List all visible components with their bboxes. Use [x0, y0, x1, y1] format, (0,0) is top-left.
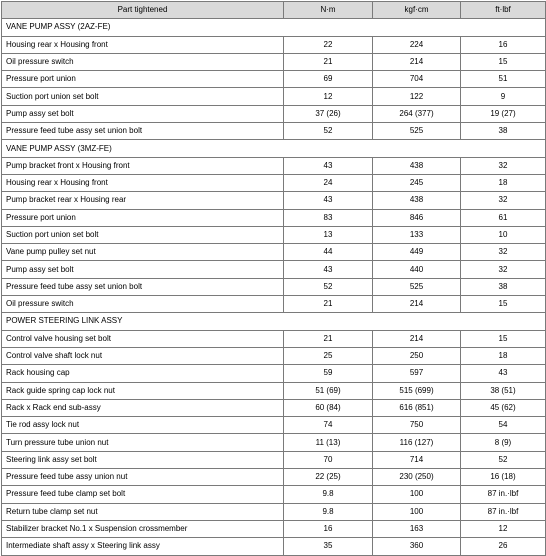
nm-cell: 9.8 — [284, 503, 373, 520]
kgfcm-cell: 449 — [373, 244, 461, 261]
kgfcm-cell: 230 (250) — [373, 469, 461, 486]
header-ftlbf: ft·lbf — [461, 2, 546, 19]
kgfcm-cell: 163 — [373, 520, 461, 537]
kgfcm-cell: 116 (127) — [373, 434, 461, 451]
table-row — [2, 347, 546, 364]
section-title: VANE PUMP ASSY (2AZ-FE) — [2, 19, 546, 36]
table-row — [2, 157, 546, 174]
section-title: VANE PUMP ASSY (3MZ-FE) — [2, 140, 546, 157]
nm-cell: 69 — [284, 71, 373, 88]
kgfcm-cell: 250 — [373, 347, 461, 364]
kgfcm-cell: 264 (377) — [373, 105, 461, 122]
table-row — [2, 503, 546, 520]
ftlbf-cell: 15 — [461, 296, 546, 313]
ftlbf-cell: 16 (18) — [461, 469, 546, 486]
part-name-cell: Pressure feed tube assy set union bolt — [2, 123, 284, 140]
ftlbf-cell: 45 (62) — [461, 399, 546, 416]
kgfcm-cell: 100 — [373, 486, 461, 503]
part-name-cell: Return tube clamp set nut — [2, 503, 284, 520]
nm-cell: 24 — [284, 174, 373, 191]
ftlbf-cell: 10 — [461, 226, 546, 243]
nm-cell: 83 — [284, 209, 373, 226]
part-name-cell: Intermediate shaft assy x Steering link assy — [2, 538, 284, 555]
kgfcm-cell: 224 — [373, 36, 461, 53]
kgfcm-cell: 100 — [373, 503, 461, 520]
table-row — [2, 209, 546, 226]
part-name-cell: Suction port union set bolt — [2, 226, 284, 243]
ftlbf-cell: 18 — [461, 347, 546, 364]
section-header-row — [2, 19, 546, 36]
nm-cell: 21 — [284, 53, 373, 70]
part-name-cell: Turn pressure tube union nut — [2, 434, 284, 451]
nm-cell: 21 — [284, 296, 373, 313]
part-name-cell: Vane pump pulley set nut — [2, 244, 284, 261]
table-row — [2, 226, 546, 243]
table-row — [2, 36, 546, 53]
nm-cell: 37 (26) — [284, 105, 373, 122]
table-row — [2, 399, 546, 416]
nm-cell: 12 — [284, 88, 373, 105]
nm-cell: 44 — [284, 244, 373, 261]
ftlbf-cell: 51 — [461, 71, 546, 88]
table-row — [2, 382, 546, 399]
nm-cell: 13 — [284, 226, 373, 243]
ftlbf-cell: 16 — [461, 36, 546, 53]
kgfcm-cell: 704 — [373, 71, 461, 88]
header-part: Part tightened — [2, 2, 284, 19]
part-name-cell: Housing rear x Housing front — [2, 174, 284, 191]
ftlbf-cell: 38 — [461, 278, 546, 295]
ftlbf-cell: 43 — [461, 365, 546, 382]
part-name-cell: Pump assy set bolt — [2, 105, 284, 122]
kgfcm-cell: 846 — [373, 209, 461, 226]
kgfcm-cell: 133 — [373, 226, 461, 243]
nm-cell: 11 (13) — [284, 434, 373, 451]
part-name-cell: Steering link assy set bolt — [2, 451, 284, 468]
part-name-cell: Pump assy set bolt — [2, 261, 284, 278]
nm-cell: 52 — [284, 278, 373, 295]
ftlbf-cell: 26 — [461, 538, 546, 555]
part-name-cell: Oil pressure switch — [2, 296, 284, 313]
table-body — [2, 19, 546, 555]
table-row — [2, 261, 546, 278]
part-name-cell: Housing rear x Housing front — [2, 36, 284, 53]
part-name-cell: Pressure feed tube assy set union bolt — [2, 278, 284, 295]
part-name-cell: Pressure port union — [2, 209, 284, 226]
table-row — [2, 244, 546, 261]
ftlbf-cell: 61 — [461, 209, 546, 226]
part-name-cell: Stabilizer bracket No.1 x Suspension crossmember — [2, 520, 284, 537]
table-row — [2, 278, 546, 295]
table-row — [2, 192, 546, 209]
ftlbf-cell: 32 — [461, 192, 546, 209]
ftlbf-cell: 18 — [461, 174, 546, 191]
ftlbf-cell: 38 (51) — [461, 382, 546, 399]
nm-cell: 43 — [284, 261, 373, 278]
ftlbf-cell: 15 — [461, 53, 546, 70]
nm-cell: 16 — [284, 520, 373, 537]
table-row — [2, 105, 546, 122]
nm-cell: 22 (25) — [284, 469, 373, 486]
nm-cell: 70 — [284, 451, 373, 468]
part-name-cell: Rack x Rack end sub-assy — [2, 399, 284, 416]
kgfcm-cell: 525 — [373, 278, 461, 295]
kgfcm-cell: 714 — [373, 451, 461, 468]
table-row — [2, 123, 546, 140]
part-name-cell: Pressure feed tube assy union nut — [2, 469, 284, 486]
kgfcm-cell: 360 — [373, 538, 461, 555]
part-name-cell: Pressure port union — [2, 71, 284, 88]
part-name-cell: Tie rod assy lock nut — [2, 417, 284, 434]
part-name-cell: Control valve shaft lock nut — [2, 347, 284, 364]
kgfcm-cell: 214 — [373, 53, 461, 70]
kgfcm-cell: 438 — [373, 192, 461, 209]
table-row — [2, 330, 546, 347]
kgfcm-cell: 245 — [373, 174, 461, 191]
table-row — [2, 538, 546, 555]
section-header-row — [2, 140, 546, 157]
kgfcm-cell: 750 — [373, 417, 461, 434]
kgfcm-cell: 525 — [373, 123, 461, 140]
kgfcm-cell: 214 — [373, 330, 461, 347]
table-row — [2, 88, 546, 105]
ftlbf-cell: 19 (27) — [461, 105, 546, 122]
nm-cell: 43 — [284, 192, 373, 209]
table-row — [2, 174, 546, 191]
ftlbf-cell: 8 (9) — [461, 434, 546, 451]
section-title: POWER STEERING LINK ASSY — [2, 313, 546, 330]
kgfcm-cell: 438 — [373, 157, 461, 174]
nm-cell: 51 (69) — [284, 382, 373, 399]
ftlbf-cell: 15 — [461, 330, 546, 347]
table-row — [2, 434, 546, 451]
table-row — [2, 469, 546, 486]
nm-cell: 52 — [284, 123, 373, 140]
table-row — [2, 71, 546, 88]
part-name-cell: Rack housing cap — [2, 365, 284, 382]
ftlbf-cell: 9 — [461, 88, 546, 105]
ftlbf-cell: 32 — [461, 261, 546, 278]
nm-cell: 21 — [284, 330, 373, 347]
part-name-cell: Oil pressure switch — [2, 53, 284, 70]
ftlbf-cell: 32 — [461, 244, 546, 261]
ftlbf-cell: 32 — [461, 157, 546, 174]
nm-cell: 25 — [284, 347, 373, 364]
kgfcm-cell: 616 (851) — [373, 399, 461, 416]
nm-cell: 9.8 — [284, 486, 373, 503]
nm-cell: 59 — [284, 365, 373, 382]
header-kgfcm: kgf·cm — [373, 2, 461, 19]
kgfcm-cell: 515 (699) — [373, 382, 461, 399]
table-row — [2, 53, 546, 70]
part-name-cell: Suction port union set bolt — [2, 88, 284, 105]
ftlbf-cell: 38 — [461, 123, 546, 140]
nm-cell: 60 (84) — [284, 399, 373, 416]
table-row — [2, 451, 546, 468]
table-row — [2, 296, 546, 313]
nm-cell: 43 — [284, 157, 373, 174]
kgfcm-cell: 597 — [373, 365, 461, 382]
table-row — [2, 365, 546, 382]
nm-cell: 74 — [284, 417, 373, 434]
ftlbf-cell: 87 in.·lbf — [461, 486, 546, 503]
ftlbf-cell: 52 — [461, 451, 546, 468]
table-row — [2, 417, 546, 434]
torque-spec-table — [1, 1, 546, 556]
kgfcm-cell: 214 — [373, 296, 461, 313]
part-name-cell: Pressure feed tube clamp set bolt — [2, 486, 284, 503]
header-nm: N·m — [284, 2, 373, 19]
part-name-cell: Pump bracket rear x Housing rear — [2, 192, 284, 209]
ftlbf-cell: 12 — [461, 520, 546, 537]
header-row — [2, 2, 546, 19]
table-row — [2, 520, 546, 537]
kgfcm-cell: 440 — [373, 261, 461, 278]
nm-cell: 22 — [284, 36, 373, 53]
table-row — [2, 486, 546, 503]
ftlbf-cell: 87 in.·lbf — [461, 503, 546, 520]
section-header-row — [2, 313, 546, 330]
part-name-cell: Rack guide spring cap lock nut — [2, 382, 284, 399]
ftlbf-cell: 54 — [461, 417, 546, 434]
kgfcm-cell: 122 — [373, 88, 461, 105]
nm-cell: 35 — [284, 538, 373, 555]
part-name-cell: Pump bracket front x Housing front — [2, 157, 284, 174]
part-name-cell: Control valve housing set bolt — [2, 330, 284, 347]
